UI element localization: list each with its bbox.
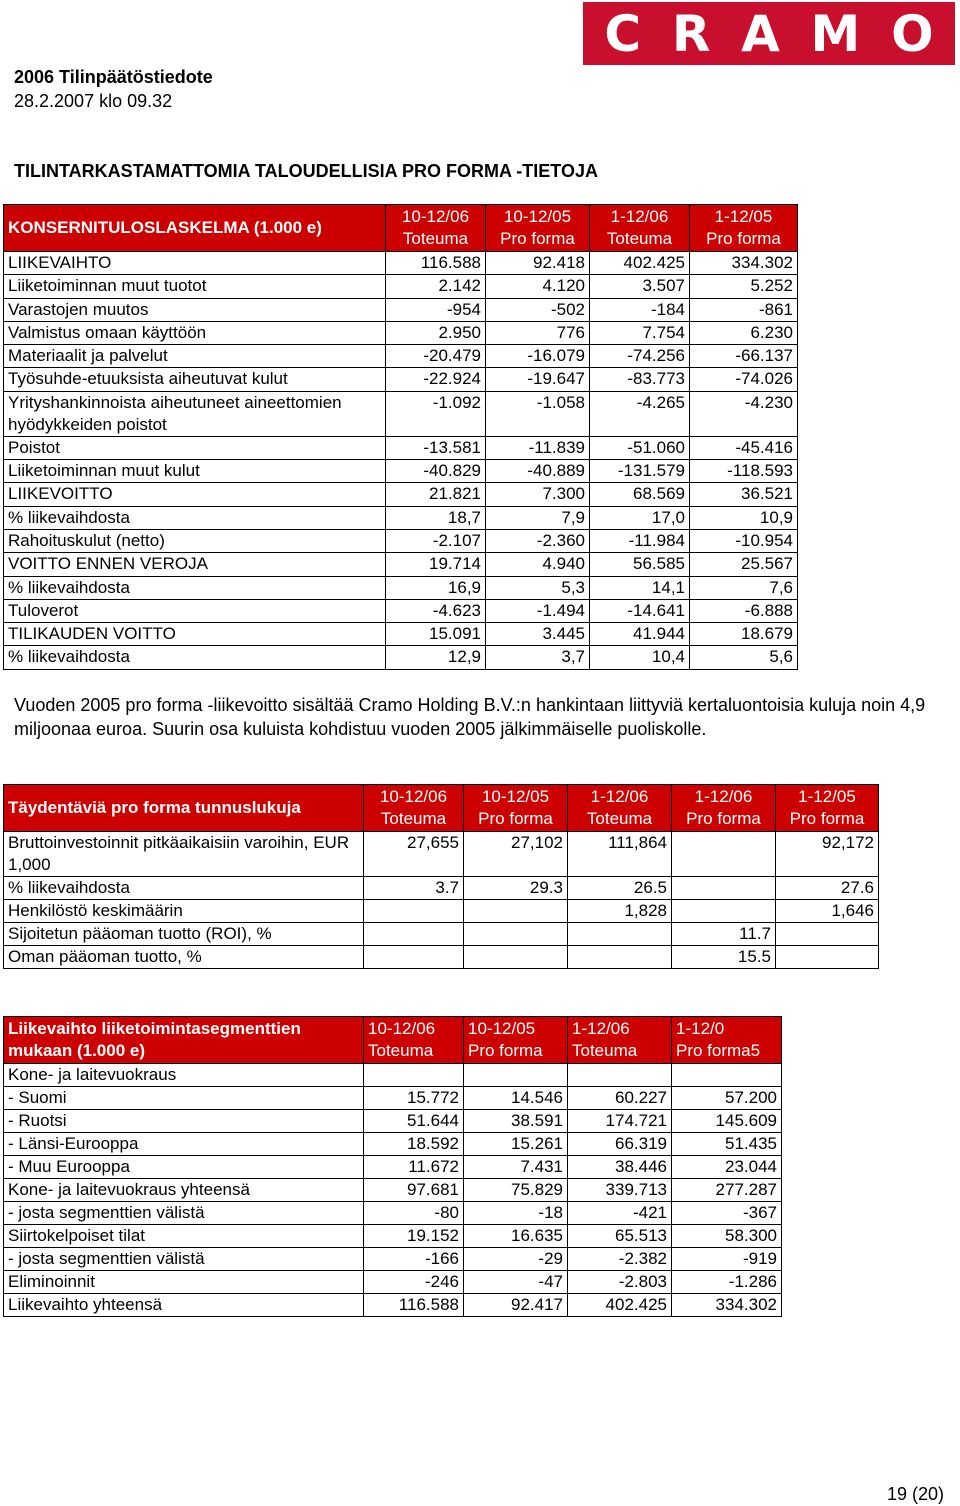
table-cell: -74.256 — [590, 345, 690, 368]
document-title: 2006 Tilinpäätöstiedote — [14, 67, 213, 87]
table-cell: 1,828 — [568, 900, 672, 923]
table-cell: 6.230 — [690, 321, 798, 344]
table-row — [4, 345, 798, 368]
row-label: - josta segmenttien välistä — [4, 1248, 364, 1271]
row-label: Liikevaihto yhteensä — [4, 1294, 364, 1317]
row-label: TILIKAUDEN VOITTO — [4, 623, 386, 646]
table-cell: 4.940 — [486, 553, 590, 576]
row-label: LIIKEVAIHTO — [4, 252, 386, 275]
row-label: Bruttoinvestoinnit pitkäaikaisiin varoihin, EUR 1,000 — [4, 832, 364, 877]
table-row — [4, 946, 879, 969]
table-row — [4, 298, 798, 321]
table-cell: 5.252 — [690, 275, 798, 298]
table-cell: 174.721 — [568, 1110, 672, 1133]
table-title: KONSERNITULOSLASKELMA (1.000 e) — [4, 205, 386, 252]
table-cell: 97.681 — [364, 1179, 464, 1202]
column-header: 10-12/06 Toteuma — [364, 1017, 464, 1064]
table-title: Täydentäviä pro forma tunnuslukuja — [4, 785, 364, 832]
table-row — [4, 832, 879, 877]
table-cell: 51.644 — [364, 1110, 464, 1133]
table-cell: 16.635 — [464, 1225, 568, 1248]
row-label: % liikevaihdosta — [4, 506, 386, 529]
table-row — [4, 368, 798, 391]
table-cell: 38.591 — [464, 1110, 568, 1133]
table-header-row — [4, 1017, 782, 1064]
table-cell: 2.142 — [386, 275, 486, 298]
table-cell: 14.546 — [464, 1087, 568, 1110]
row-label: Liiketoiminnan muut kulut — [4, 460, 386, 483]
column-header: 1-12/05 Pro forma — [690, 205, 798, 252]
table-row — [4, 529, 798, 552]
table-cell: 65.513 — [568, 1225, 672, 1248]
table-cell: -16.079 — [486, 345, 590, 368]
table-cell — [464, 1064, 568, 1087]
table-cell: -74.026 — [690, 368, 798, 391]
table-cell: 277.287 — [672, 1179, 782, 1202]
table-cell: -1.092 — [386, 391, 486, 436]
table-cell — [464, 946, 568, 969]
table-row — [4, 599, 798, 622]
column-header: 1-12/06 Pro forma — [672, 785, 776, 832]
row-label: Tuloverot — [4, 599, 386, 622]
table-cell: 10,4 — [590, 646, 690, 669]
column-header: 1-12/06 Toteuma — [590, 205, 690, 252]
table-cell: 27.6 — [776, 877, 879, 900]
row-label: - Länsi-Eurooppa — [4, 1133, 364, 1156]
table-cell: -14.641 — [590, 599, 690, 622]
row-label: Eliminoinnit — [4, 1271, 364, 1294]
column-header: 10-12/05 Pro forma — [464, 785, 568, 832]
table-row — [4, 576, 798, 599]
table-cell: 5,6 — [690, 646, 798, 669]
table-cell — [672, 900, 776, 923]
row-label: Poistot — [4, 436, 386, 459]
table-cell: 25.567 — [690, 553, 798, 576]
row-label: % liikevaihdosta — [4, 646, 386, 669]
table-cell — [364, 946, 464, 969]
table-cell: -51.060 — [590, 436, 690, 459]
table-cell: 7.431 — [464, 1156, 568, 1179]
row-label: Työsuhde-etuuksista aiheutuvat kulut — [4, 368, 386, 391]
table-row — [4, 1271, 782, 1294]
table-row — [4, 1202, 782, 1225]
table-cell: 15.261 — [464, 1133, 568, 1156]
table-row — [4, 646, 798, 669]
row-label: Varastojen muutos — [4, 298, 386, 321]
table-row — [4, 321, 798, 344]
table-header-row — [4, 205, 798, 252]
table-cell: -18 — [464, 1202, 568, 1225]
row-label: Yrityshankinnoista aiheutuneet aineettomien hyödykkeiden poistot — [4, 391, 386, 436]
table-cell: -10.954 — [690, 529, 798, 552]
table-cell: -4.230 — [690, 391, 798, 436]
row-label: % liikevaihdosta — [4, 576, 386, 599]
table-cell: 402.425 — [590, 252, 690, 275]
key-figures-rows — [4, 832, 879, 969]
table-cell — [464, 900, 568, 923]
table-cell: -13.581 — [386, 436, 486, 459]
table-cell: 11.672 — [364, 1156, 464, 1179]
table-cell: -954 — [386, 298, 486, 321]
table-cell: 5,3 — [486, 576, 590, 599]
table-cell — [364, 923, 464, 946]
table-cell: -4.265 — [590, 391, 690, 436]
table-cell: 92,172 — [776, 832, 879, 877]
table-row — [4, 1156, 782, 1179]
table-cell: -1.494 — [486, 599, 590, 622]
table-cell: 19.714 — [386, 553, 486, 576]
row-label: Liiketoiminnan muut tuotot — [4, 275, 386, 298]
table-cell: -2.803 — [568, 1271, 672, 1294]
table-cell: 56.585 — [590, 553, 690, 576]
table-cell: -22.924 — [386, 368, 486, 391]
table-cell: 38.446 — [568, 1156, 672, 1179]
table-cell: -2.360 — [486, 529, 590, 552]
table-row — [4, 553, 798, 576]
table-row — [4, 391, 798, 436]
row-label: LIIKEVOITTO — [4, 483, 386, 506]
column-header: 10-12/05 Pro forma — [464, 1017, 568, 1064]
table-cell: 1,646 — [776, 900, 879, 923]
row-label: - Muu Eurooppa — [4, 1156, 364, 1179]
table-row — [4, 1294, 782, 1317]
table-cell: 776 — [486, 321, 590, 344]
column-header: 1-12/05 Pro forma — [776, 785, 879, 832]
page-number: 19 (20) — [887, 1484, 945, 1504]
table-cell: -2.382 — [568, 1248, 672, 1271]
table-cell: -118.593 — [690, 460, 798, 483]
table-cell: 111,864 — [568, 832, 672, 877]
row-label: Valmistus omaan käyttöön — [4, 321, 386, 344]
column-header: 1-12/06 Toteuma — [568, 1017, 672, 1064]
table-row — [4, 506, 798, 529]
table-row — [4, 252, 798, 275]
table-row — [4, 483, 798, 506]
table-cell: -1.058 — [486, 391, 590, 436]
table-cell — [464, 923, 568, 946]
table-cell: -29 — [464, 1248, 568, 1271]
table-cell: 12,9 — [386, 646, 486, 669]
table-cell: -20.479 — [386, 345, 486, 368]
column-header: 10-12/05 Pro forma — [486, 205, 590, 252]
section-heading: TILINTARKASTAMATTOMIA TALOUDELLISIA PRO FORMA -TIETOJA — [14, 161, 598, 181]
table-cell: 402.425 — [568, 1294, 672, 1317]
table-row — [4, 623, 798, 646]
table-cell: -11.839 — [486, 436, 590, 459]
table-cell: 3.507 — [590, 275, 690, 298]
table-cell — [568, 1064, 672, 1087]
row-label: Oman pääoman tuotto, % — [4, 946, 364, 969]
table-cell: 14,1 — [590, 576, 690, 599]
table-cell — [672, 877, 776, 900]
table-cell: 3.7 — [364, 877, 464, 900]
table-cell: 27,102 — [464, 832, 568, 877]
row-label: Siirtokelpoiset tilat — [4, 1225, 364, 1248]
key-figures-table — [3, 784, 879, 969]
table-cell: -131.579 — [590, 460, 690, 483]
table-cell: 15.772 — [364, 1087, 464, 1110]
table-cell: 7,9 — [486, 506, 590, 529]
row-label: Kone- ja laitevuokraus yhteensä — [4, 1179, 364, 1202]
segment-revenue-table — [3, 1016, 782, 1317]
table-cell: 68.569 — [590, 483, 690, 506]
table-cell: -502 — [486, 298, 590, 321]
table-cell — [672, 1064, 782, 1087]
column-header: 1-12/06 Toteuma — [568, 785, 672, 832]
table-cell — [568, 946, 672, 969]
row-label: - Suomi — [4, 1087, 364, 1110]
table-cell: 116.588 — [364, 1294, 464, 1317]
table-cell: -367 — [672, 1202, 782, 1225]
table-cell: 7.300 — [486, 483, 590, 506]
row-label: Rahoituskulut (netto) — [4, 529, 386, 552]
table-cell: -66.137 — [690, 345, 798, 368]
table-cell: -80 — [364, 1202, 464, 1225]
column-header: 1-12/0 Pro forma5 — [672, 1017, 782, 1064]
table-row — [4, 1110, 782, 1133]
table-cell: 36.521 — [690, 483, 798, 506]
column-header: 10-12/06 Toteuma — [364, 785, 464, 832]
table-cell: 7.754 — [590, 321, 690, 344]
table-row — [4, 900, 879, 923]
table-cell: 18,7 — [386, 506, 486, 529]
table-cell: 334.302 — [672, 1294, 782, 1317]
table-cell: 51.435 — [672, 1133, 782, 1156]
row-label: Kone- ja laitevuokraus — [4, 1064, 364, 1087]
table-cell: 16,9 — [386, 576, 486, 599]
table-header-row — [4, 785, 879, 832]
table-cell: -19.647 — [486, 368, 590, 391]
table-cell: 27,655 — [364, 832, 464, 877]
table-cell — [364, 1064, 464, 1087]
table-row — [4, 1248, 782, 1271]
table-cell — [776, 923, 879, 946]
table-row — [4, 923, 879, 946]
table-cell: -11.984 — [590, 529, 690, 552]
table-cell — [568, 923, 672, 946]
table-cell: 57.200 — [672, 1087, 782, 1110]
table-cell: 15.091 — [386, 623, 486, 646]
table-cell — [672, 832, 776, 877]
row-label: Sijoitetun pääoman tuotto (ROI), % — [4, 923, 364, 946]
table-cell: -166 — [364, 1248, 464, 1271]
table-cell: 92.418 — [486, 252, 590, 275]
table-cell: -421 — [568, 1202, 672, 1225]
table-cell: -45.416 — [690, 436, 798, 459]
table-cell: 58.300 — [672, 1225, 782, 1248]
row-label: - josta segmenttien välistä — [4, 1202, 364, 1225]
table-cell: -6.888 — [690, 599, 798, 622]
income-statement-table — [3, 204, 798, 670]
table-cell: 17,0 — [590, 506, 690, 529]
table-cell: -83.773 — [590, 368, 690, 391]
row-label: - Ruotsi — [4, 1110, 364, 1133]
table-cell: 334.302 — [690, 252, 798, 275]
table-cell: 19.152 — [364, 1225, 464, 1248]
income-rows — [4, 252, 798, 670]
table-row — [4, 1179, 782, 1202]
row-label: Materiaalit ja palvelut — [4, 345, 386, 368]
table-cell: 145.609 — [672, 1110, 782, 1133]
table-cell: 339.713 — [568, 1179, 672, 1202]
table-cell: 116.588 — [386, 252, 486, 275]
table-cell: 75.829 — [464, 1179, 568, 1202]
table-cell — [776, 946, 879, 969]
table-cell: 23.044 — [672, 1156, 782, 1179]
table-cell: 18.679 — [690, 623, 798, 646]
table-cell: -40.889 — [486, 460, 590, 483]
table-cell: -1.286 — [672, 1271, 782, 1294]
table-cell: 2.950 — [386, 321, 486, 344]
row-label: Henkilöstö keskimäärin — [4, 900, 364, 923]
table-cell: 3.445 — [486, 623, 590, 646]
table-cell: -919 — [672, 1248, 782, 1271]
table-cell: 11.7 — [672, 923, 776, 946]
row-label: VOITTO ENNEN VEROJA — [4, 553, 386, 576]
segment-rows — [4, 1064, 782, 1317]
table-cell: 15.5 — [672, 946, 776, 969]
table-cell: 41.944 — [590, 623, 690, 646]
table-cell: 4.120 — [486, 275, 590, 298]
table-cell: 7,6 — [690, 576, 798, 599]
table-cell: 21.821 — [386, 483, 486, 506]
table-cell: -184 — [590, 298, 690, 321]
document-date: 28.2.2007 klo 09.32 — [14, 91, 173, 111]
table-cell — [364, 900, 464, 923]
table-cell: 10,9 — [690, 506, 798, 529]
table-cell: 66.319 — [568, 1133, 672, 1156]
table-cell: -246 — [364, 1271, 464, 1294]
table-cell: 3,7 — [486, 646, 590, 669]
table-cell: -2.107 — [386, 529, 486, 552]
cramo-logo: C R A M O — [583, 2, 955, 65]
table-row — [4, 1133, 782, 1156]
table-row — [4, 1064, 782, 1087]
footnote: Vuoden 2005 pro forma -liikevoitto sisältää Cramo Holding B.V.:n hankintaan liittyviä kertaluontoisia kuluja noin 4,9 miljoonaa euroa. Suurin osa kuluista kohdistuu vuoden 2005 jälkimmäiselle puoliskolle. — [14, 695, 926, 739]
table-row — [4, 1225, 782, 1248]
table-cell: 60.227 — [568, 1087, 672, 1110]
table-row — [4, 436, 798, 459]
column-header: 10-12/06 Toteuma — [386, 205, 486, 252]
table-cell: -4.623 — [386, 599, 486, 622]
table-title: Liikevaihto liiketoimintasegmenttien mukaan (1.000 e) — [4, 1017, 364, 1064]
table-cell: 92.417 — [464, 1294, 568, 1317]
table-row — [4, 877, 879, 900]
table-row — [4, 275, 798, 298]
table-cell: -47 — [464, 1271, 568, 1294]
table-row — [4, 1087, 782, 1110]
table-cell: 26.5 — [568, 877, 672, 900]
table-cell: -40.829 — [386, 460, 486, 483]
table-cell: 18.592 — [364, 1133, 464, 1156]
table-row — [4, 460, 798, 483]
table-cell: 29.3 — [464, 877, 568, 900]
row-label: % liikevaihdosta — [4, 877, 364, 900]
table-cell: -861 — [690, 298, 798, 321]
